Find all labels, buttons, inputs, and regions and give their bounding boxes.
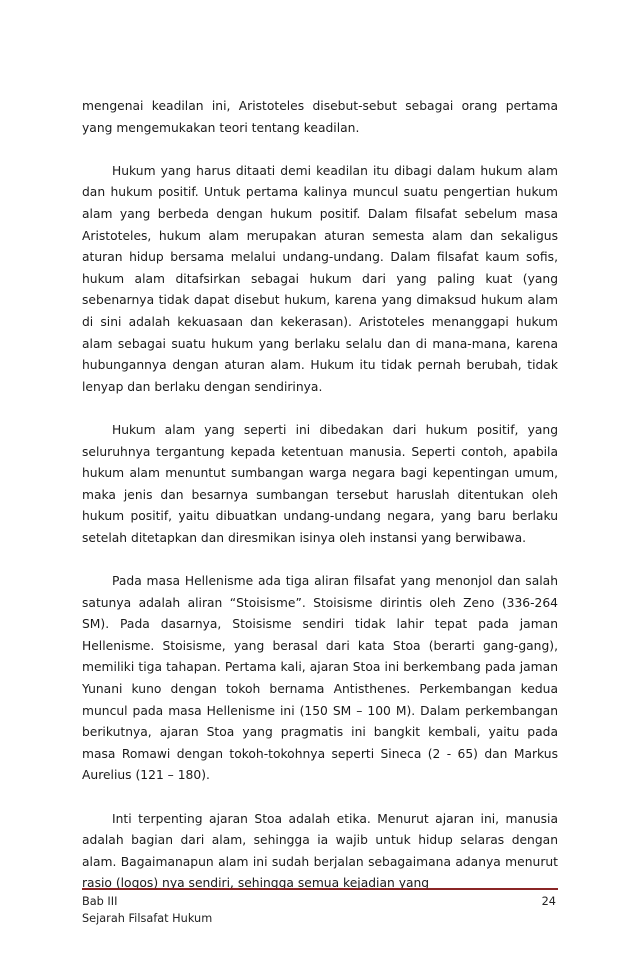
paragraph-2: Hukum yang harus ditaati demi keadilan itu dibagi dalam hukum alam dan hukum positif. Untuk pertama kalinya muncul suatu pengertian hukum alam yang berbeda dengan hukum positif. Dalam filsafat sebelum masa Aristoteles, hukum alam merupakan aturan semesta alam dan sekaligus aturan hidup bersama melalui undang-undang. Dalam filsafat kaum sofis, hukum alam ditafsirkan sebagai hukum dari yang paling kuat (yang sebenarnya tidak dapat disebut hukum, karena yang dimaksud hukum alam di sini adalah kekuasaan dan kekerasan). Aristoteles menanggapi hukum alam sebagai suatu hukum yang berlaku selalu dan di mana-mana, karena hubungannya dengan aturan alam. Hukum itu tidak pernah berubah, tidak lenyap dan berlaku dengan sendirinya. — [82, 163, 558, 394]
paragraph-1: mengenai keadilan ini, Aristoteles disebut-sebut sebagai orang pertama yang mengemukakan teori tentang keadilan. — [82, 99, 558, 135]
footer-chapter: Bab III — [82, 895, 118, 908]
page-body — [82, 96, 558, 917]
footer-subtitle: Sejarah Filsafat Hukum — [82, 912, 213, 925]
paragraph-4: Pada masa Hellenisme ada tiga aliran filsafat yang menonjol dan salah satunya adalah aliran “Stoisisme”. Stoisisme dirintis oleh Zeno (336-264 SM). Pada dasarnya, Stoisisme sendiri tidak lahir tepat pada jaman Hellenisme. Stoisisme, yang berasal dari kata Stoa (berarti gang-gang), memiliki tiga tahapan. Pertama kali, ajaran Stoa ini berkembang pada jaman Yunani kuno dengan tokoh bernama Antisthenes. Perkembangan kedua muncul pada masa Hellenisme ini (150 SM – 100 M). Dalam perkembangan berikutnya, ajaran Stoa yang pragmatis ini bangkit kembali, yaitu pada masa Romawi dengan tokoh-tokohnya seperti Sineca (2 - 65) dan Markus Aurelius (121 – 180). — [82, 574, 558, 783]
footer-left — [82, 893, 212, 927]
page-number: 24 — [541, 895, 556, 908]
footer-divider — [82, 888, 558, 890]
paragraph-5: Inti terpenting ajaran Stoa adalah etika. Menurut ajaran ini, manusia adalah bagian dari alam, sehingga ia wajib untuk hidup selaras dengan alam. Bagaimanapun alam ini sudah berjalan sebagaimana adanya menurut rasio (logos) nya sendiri, sehingga semua kejadian yang — [82, 811, 558, 891]
paragraph-3: Hukum alam yang seperti ini dibedakan dari hukum positif, yang seluruhnya tergantung kepada ketentuan manusia. Seperti contoh, apabila hukum alam menuntut sumbangan warga negara bagi kepentingan umum, maka jenis dan besarnya sumbangan tersebut haruslah ditentukan oleh hukum positif, yaitu dibuatkan undang-undang negara, yang baru berlaku setelah ditetapkan dan diresmikan isinya oleh instansi yang berwibawa. — [82, 422, 558, 545]
